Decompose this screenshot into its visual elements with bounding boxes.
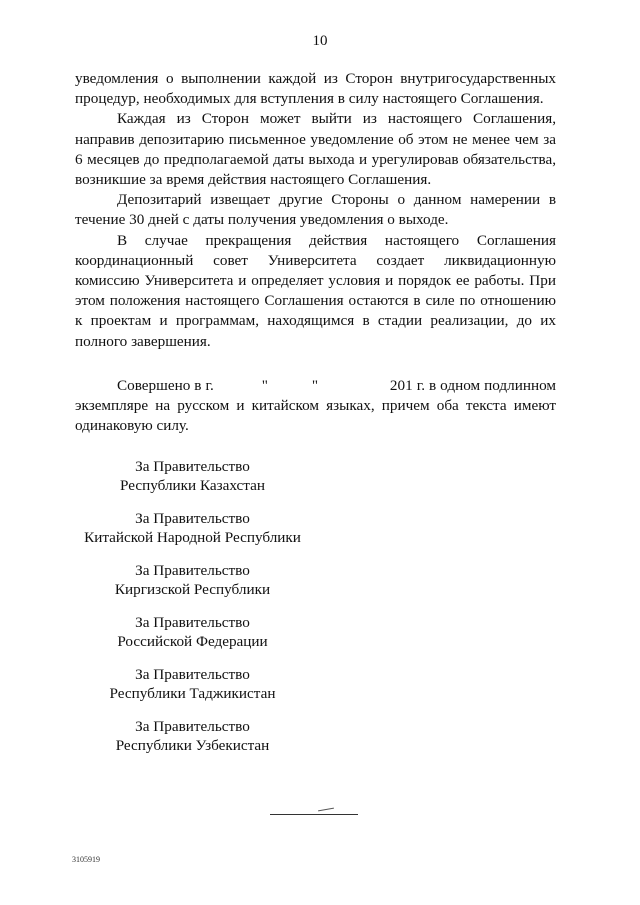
paragraph-done-clause: Совершено в г. " " 201 г. в одном подлинном экземпляре на русском и китайском языках, причем оба текста имеют одинаковую силу. [75,376,560,435]
signature-china [60,509,325,547]
signature-country: Российской Федерации [117,633,268,650]
signature-label: За Правительство [135,666,250,683]
signature-label: За Правительство [135,562,250,579]
signature-tajikistan [60,665,325,703]
signature-label: За Правительство [135,458,250,475]
document-id: 3105919 [72,855,100,864]
paragraph-depositary-notice: Депозитарий извещает другие Стороны о данном намерении в течение 30 дней с даты получения уведомления о выходе. [75,191,556,229]
paragraph-withdrawal: Каждая из Сторон может выйти из настоящего Соглашения, направив депозитарию письменное уведомление об этом не менее чем за 6 месяцев до предполагаемой даты выхода и урегулировав обязательства, возникшие за время действия настоящего Соглашения. [75,110,556,189]
signature-label: За Правительство [135,718,250,735]
signature-label: За Правительство [135,510,250,527]
signature-uzbekistan [60,717,325,755]
paragraph-ratification: уведомления о выполнении каждой из Сторон внутригосударственных процедур, необходимых для вступления в силу настоящего Соглашения. [75,70,556,108]
paragraph-termination: В случае прекращения действия настоящего Соглашения координационный совет Университета создает ликвидационную комиссию Университета и определяет условия и порядок ее работы. При этом положения настоящего Соглашения остаются в силе по отношению к проектам и программам, находящимся в стадии реализации, до их полного завершения. [75,231,556,350]
end-divider-mark [318,808,334,812]
signature-country: Киргизской Республики [114,581,271,598]
signature-country: Республики Узбекистан [115,737,270,754]
signature-kazakhstan [60,457,325,495]
signature-blocks [60,457,325,769]
end-divider [270,814,358,815]
page-number: 10 [312,33,328,49]
agreement-body [75,69,560,436]
signature-kyrgyzstan [60,561,325,599]
signature-country: Республики Казахстан [120,477,265,494]
signature-russia [60,613,325,651]
signature-label: За Правительство [135,614,250,631]
signature-country: Республики Таджикистан [109,685,276,702]
signature-country: Китайской Народной Республики [84,529,301,546]
